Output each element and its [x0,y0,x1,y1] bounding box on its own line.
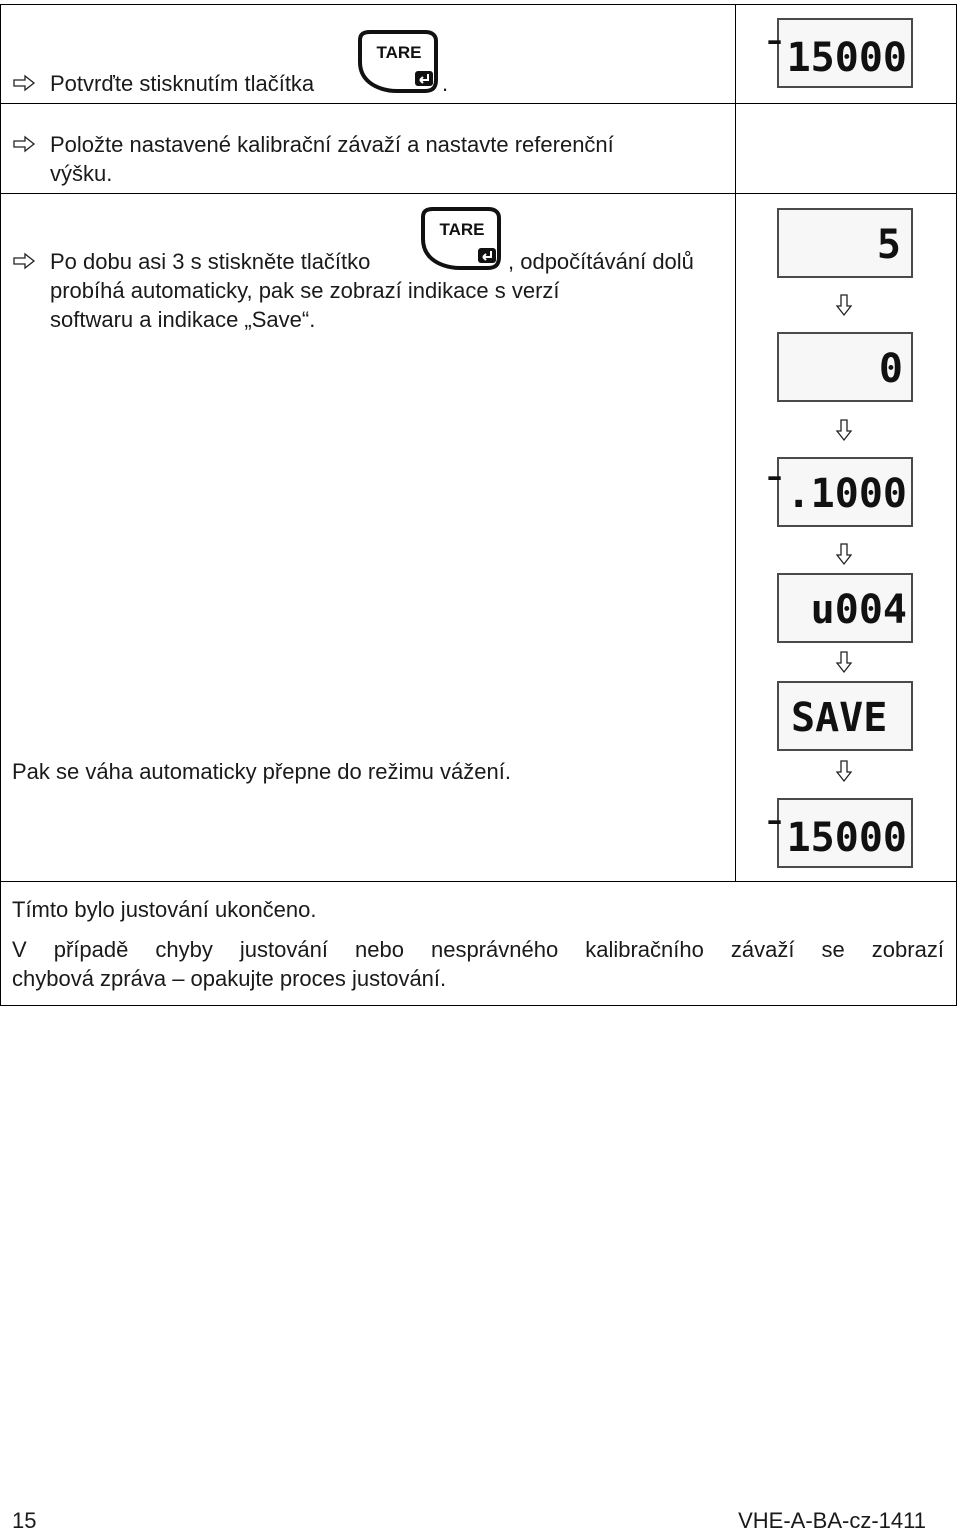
error-word: závaží [730,937,795,962]
step-text: Potvrďte stisknutím tlačítka [50,71,315,96]
right-arrow-icon [13,253,35,269]
tare-label: TARE [439,220,485,239]
step-text: Položte nastavené kalibrační závaží a nastavte referenční [50,132,614,157]
lcd-display [777,681,913,751]
down-arrow-icon [836,760,852,782]
error-word: nesprávného [430,937,559,962]
down-arrow-icon [836,543,852,565]
step-text: softwaru a indikace „Save“. [50,307,316,332]
lcd-display [777,208,913,278]
lcd-readout: 5 [876,222,901,268]
error-word: případě [53,937,129,962]
lcd-display [777,332,913,402]
lcd-readout: u004 [810,587,907,633]
error-text-line [12,935,944,964]
lcd-readout: 0 [878,346,903,392]
down-arrow-icon [836,294,852,316]
tare-label: TARE [376,43,422,62]
tare-button-icon [420,207,502,271]
error-text: chybová zpráva – opakujte proces justování. [12,966,447,991]
error-word: chyby [155,937,213,962]
lcd-display [762,457,913,527]
error-word: justování [239,937,328,962]
step-text: Po dobu asi 3 s stiskněte tlačítko [50,249,371,274]
lcd-readout: ¯15000 [762,35,907,81]
step-text-end: , odpočítávání dolů [508,249,694,274]
step-text: probíhá automaticky, pak se zobrazí indikace s verzí [50,278,560,303]
error-word: kalibračního [585,937,704,962]
right-arrow-icon [13,75,35,91]
down-arrow-icon [836,419,852,441]
error-word: V [12,937,27,962]
step-text-end: . [442,71,449,96]
lcd-readout: ¯15000 [762,815,907,861]
error-word: se [821,937,845,962]
lcd-readout: SAVE [791,695,888,741]
lcd-display [777,573,913,643]
right-arrow-icon [13,136,35,152]
document-code: VHE-A-BA-cz-1411 [738,1508,926,1533]
lcd-display [762,798,913,868]
row-divider [0,881,957,882]
step-text: výšku. [50,161,113,186]
row-divider [0,103,957,104]
page-number: 15 [12,1508,37,1533]
auto-switch-text: Pak se váha automaticky přepne do režimu vážení. [12,759,511,784]
error-word: zobrazí [871,937,944,962]
column-divider [735,4,736,881]
down-arrow-icon [836,651,852,673]
completed-text: Tímto bylo justování ukončeno. [12,897,317,922]
tare-button-icon [357,30,439,94]
lcd-readout: ¯.1000 [762,471,907,517]
lcd-display [762,18,913,88]
row-divider [0,193,957,194]
error-word: nebo [354,937,404,962]
